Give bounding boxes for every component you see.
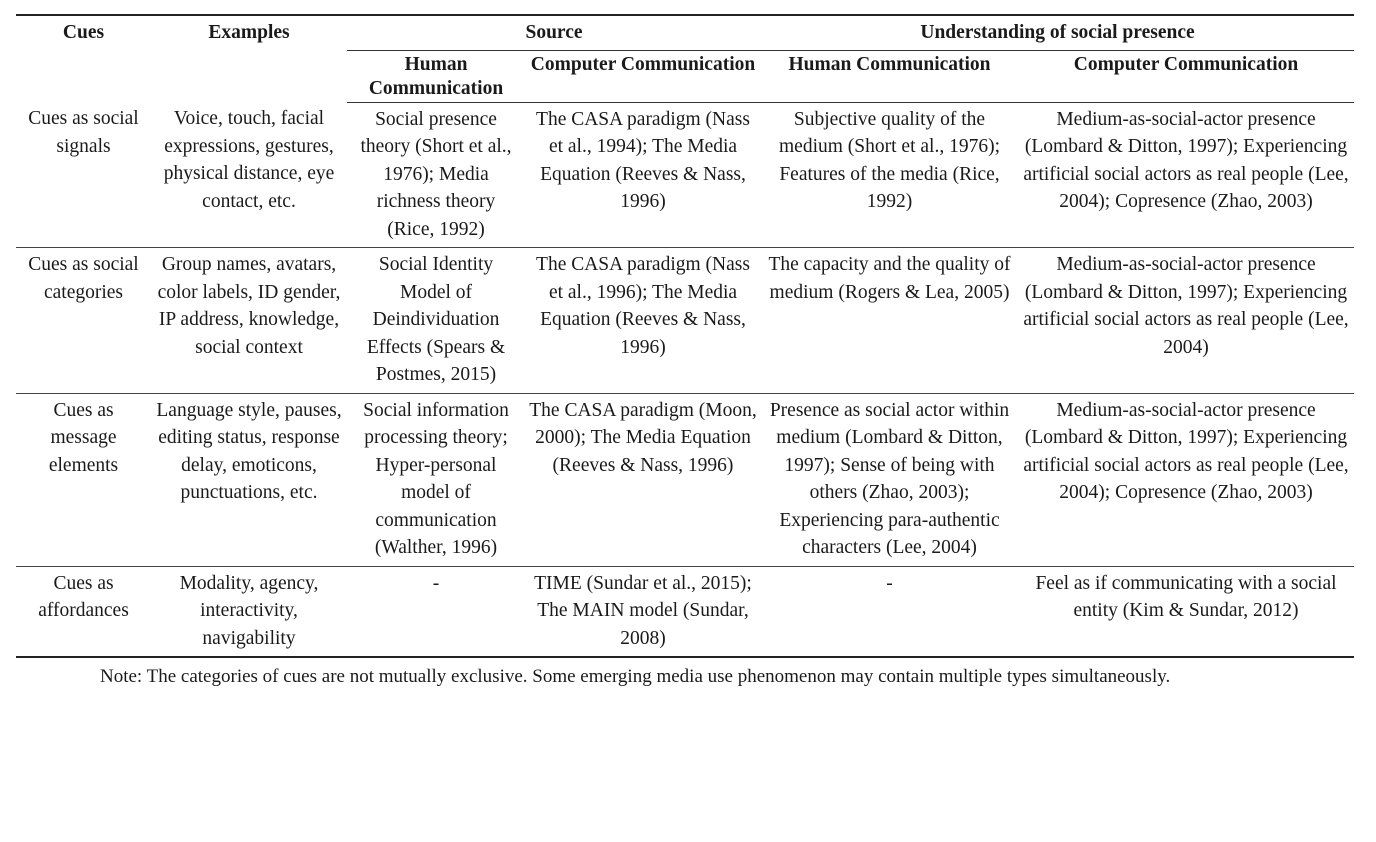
cell-understanding-computer: Medium-as-social-actor presence (Lombard & Ditton, 1997); Experiencing artificial social actors as real people (Lee, 2004); Copresence (Zhao, 2003) <box>1018 102 1354 248</box>
header-cues: Cues <box>16 15 151 102</box>
header-understanding-human: Human Communication <box>761 50 1018 102</box>
header-row-top <box>16 15 1354 50</box>
cell-cue: Cues as social signals <box>16 102 151 248</box>
header-source-computer: Computer Communication <box>525 50 761 102</box>
cell-understanding-computer: Feel as if communicating with a social entity (Kim & Sundar, 2012) <box>1018 566 1354 657</box>
cell-understanding-human: The capacity and the quality of medium (Rogers & Lea, 2005) <box>761 248 1018 394</box>
cell-source-human: - <box>347 566 525 657</box>
cell-source-computer: The CASA paradigm (Moon, 2000); The Media Equation (Reeves & Nass, 1996) <box>525 393 761 566</box>
header-source-human: Human Communication <box>347 50 525 102</box>
header-understanding: Understanding of social presence <box>761 15 1354 50</box>
cell-source-computer: The CASA paradigm (Nass et al., 1994); The Media Equation (Reeves & Nass, 1996) <box>525 102 761 248</box>
cell-source-human: Social Identity Model of Deindividuation Effects (Spears & Postmes, 2015) <box>347 248 525 394</box>
cell-understanding-human: - <box>761 566 1018 657</box>
cell-understanding-human: Subjective quality of the medium (Short et al., 1976); Features of the media (Rice, 1992) <box>761 102 1018 248</box>
header-source: Source <box>347 15 761 50</box>
cell-examples: Group names, avatars, color labels, ID gender, IP address, knowledge, social context <box>151 248 347 394</box>
cell-cue: Cues as message elements <box>16 393 151 566</box>
table-row <box>16 248 1354 394</box>
cell-understanding-computer: Medium-as-social-actor presence (Lombard & Ditton, 1997); Experiencing artificial social actors as real people (Lee, 2004); Copresence (Zhao, 2003) <box>1018 393 1354 566</box>
cell-source-computer: TIME (Sundar et al., 2015); The MAIN model (Sundar, 2008) <box>525 566 761 657</box>
table-row <box>16 566 1354 657</box>
cell-examples: Modality, agency, interactivity, navigability <box>151 566 347 657</box>
header-understanding-computer: Computer Communication <box>1018 50 1354 102</box>
table-note: Note: The categories of cues are not mutually exclusive. Some emerging media use phenomenon may contain multiple types simultaneously. <box>100 666 1171 687</box>
table-row <box>16 102 1354 248</box>
cell-examples: Language style, pauses, editing status, response delay, emoticons, punctuations, etc. <box>151 393 347 566</box>
cell-cue: Cues as affordances <box>16 566 151 657</box>
header-examples: Examples <box>151 15 347 102</box>
cell-examples: Voice, touch, facial expressions, gestures, physical distance, eye contact, etc. <box>151 102 347 248</box>
cues-table <box>16 14 1354 658</box>
cell-source-human: Social information processing theory; Hyper-personal model of communication (Walther, 1996) <box>347 393 525 566</box>
table-figure <box>16 14 1354 690</box>
cell-cue: Cues as social categories <box>16 248 151 394</box>
table-row <box>16 393 1354 566</box>
cell-understanding-human: Presence as social actor within medium (Lombard & Ditton, 1997); Sense of being with others (Zhao, 2003); Experiencing para-authentic characters (Lee, 2004) <box>761 393 1018 566</box>
cell-understanding-computer: Medium-as-social-actor presence (Lombard & Ditton, 1997); Experiencing artificial social actors as real people (Lee, 2004) <box>1018 248 1354 394</box>
cell-source-human: Social presence theory (Short et al., 1976); Media richness theory (Rice, 1992) <box>347 102 525 248</box>
cell-source-computer: The CASA paradigm (Nass et al., 1996); The Media Equation (Reeves & Nass, 1996) <box>525 248 761 394</box>
